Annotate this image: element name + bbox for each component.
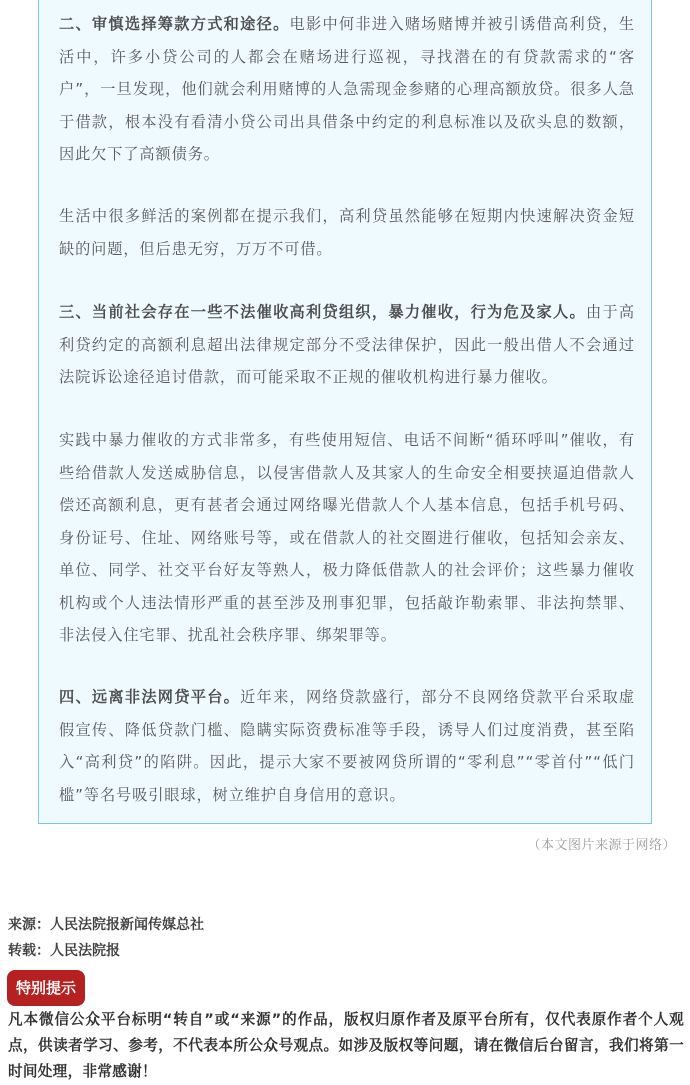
paragraph-collection (59, 296, 635, 394)
heading-collection: 三、当前社会存在一些不法催收高利贷组织，暴力催收，行为危及家人。 (59, 303, 586, 321)
heading-online-lending: 四、远离非法网贷平台。 (59, 688, 241, 706)
special-notice-badge: 特别提示 (7, 970, 85, 1006)
paragraph-online-lending (59, 681, 635, 811)
image-credit: （本文图片来源于网络） (527, 838, 676, 853)
heading-funding: 二、审慎选择筹款方式和途径。 (59, 15, 290, 33)
body-online-lending: 近年来，网络贷款盛行，部分不良网络贷款平台采取虚假宣传、降低贷款门槛、隐瞒实际资费标准等手段，诱导人们过度消费，甚至陷入“高利贷”的陷阱。因此，提示大家不要被网贷所谓的“零利息”“零首付”“低门槛”等名号吸引眼球，树立维护自身信用的意识。 (59, 688, 635, 804)
body-funding: 电影中何非进入赌场赌博并被引诱借高利贷，生活中，许多小贷公司的人都会在赌场进行巡视，寻找潜在的有贷款需求的“客户”，一旦发现，他们就会利用赌博的人急需现金参赌的心理高额放贷。很多人急于借款，根本没有看清小贷公司出具借条中约定的利息标准以及砍头息的数额，因此欠下了高额债务。 (59, 15, 635, 163)
copyright-notice: 凡本微信公众平台标明“转自”或“来源”的作品，版权归原作者及原平台所有，仅代表原作者个人观点，供读者学习、参考，不代表本所公众号观点。如涉及版权等问题，请在微信后台留言，我们将第一时间处理，非常感谢！ (8, 1011, 684, 1080)
source-line: 来源：人民法院报新闻传媒总社 (8, 917, 204, 933)
paragraph-violent-collection: 实践中暴力催收的方式非常多，有些使用短信、电话不间断“循环呼叫”催收，有些给借款人发送威胁信息，以侵害借款人及其家人的生命安全相要挟逼迫借款人偿还高额利息，更有甚者会通过网络曝光借款人个人基本信息，包括手机号码、身份证号、住址、网络账号等，或在借款人的社交圈进行催收，包括知会亲友、单位、同学、社交平台好友等熟人，极力降低借款人的社会评价；这些暴力催收机构或个人违法情形严重的甚至涉及刑事犯罪，包括敲诈勒索罪、非法拘禁罪、非法侵入住宅罪、扰乱社会秩序罪、绑架罪等。 (59, 431, 635, 644)
paragraph-funding (59, 8, 635, 171)
paragraph-warning: 生活中很多鲜活的案例都在提示我们，高利贷虽然能够在短期内快速解决资金短缺的问题，但后患无穷，万万不可借。 (59, 207, 635, 258)
article-box (38, 0, 652, 824)
repost-line: 转载：人民法院报 (8, 943, 120, 959)
body-collection: 由于高利贷约定的高额利息超出法律规定部分不受法律保护，因此一般出借人不会通过法院诉讼途径追讨借款，而可能采取不正规的催收机构进行暴力催收。 (59, 303, 635, 386)
